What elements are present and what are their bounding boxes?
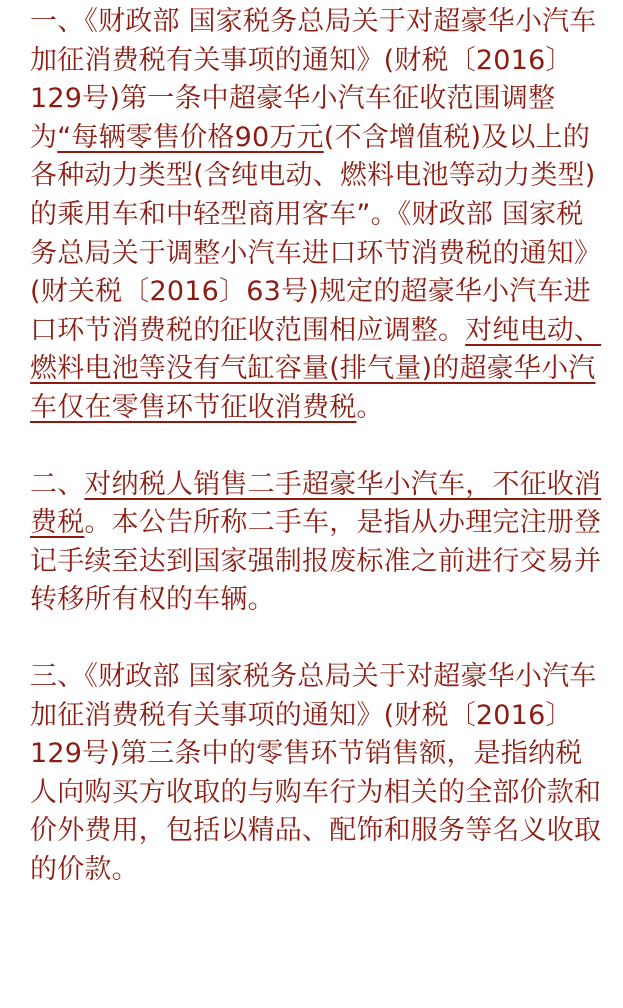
paragraph-item-2 [30, 466, 605, 620]
paragraph-2-text-b: 。本公告所称二手车，是指从办理完注册登记手续至达到国家强制报废标准之前进行交易并转移所有权的车辆。 [30, 507, 602, 616]
paragraph-1-underlined-retail-rule: 对纯电动、燃料电池等没有气缸容量(排气量)的超豪华小汽车仅在零售环节征收消费税 [30, 314, 602, 423]
paragraph-1-text-a: 一、《财政部 国家税务总局关于对超豪华小汽车加征消费税有关事项的通知》(财税〔2016〕129号)第一条中超豪华小汽车征收范围调整为 [30, 6, 597, 153]
paragraph-2-text-a: 二、 [30, 468, 85, 500]
paragraph-1-text-c: 。 [356, 391, 384, 423]
paragraph-2-underlined-used-car-rule: 对纳税人销售二手超豪华小汽车，不征收消费税 [30, 468, 602, 539]
paragraph-item-3 [30, 658, 605, 890]
paragraph-item-1 [30, 3, 605, 428]
paragraph-1-underlined-price: “每辆零售价格90万元 [57, 121, 324, 153]
notice-document [30, 0, 605, 889]
paragraph-3-text: 三、《财政部 国家税务总局关于对超豪华小汽车加征消费税有关事项的通知》(财税〔2016〕129号)第三条中的零售环节销售额，是指纳税人向购买方收取的与购车行为相关的全部价款和价外费用，包括以精品、配饰和服务等名义收取的价款。 [30, 660, 602, 885]
paragraph-1-text-b: (不含增值税)及以上的各种动力类型(含纯电动、燃料电池等动力类型)的乘用车和中轻型商用客车”。《财政部 国家税务总局关于调整小汽车进口环节消费税的通知》(财关税〔2016〕63号)规定的超豪华小汽车进口环节消费税的征收范围相应调整。 [30, 121, 602, 346]
